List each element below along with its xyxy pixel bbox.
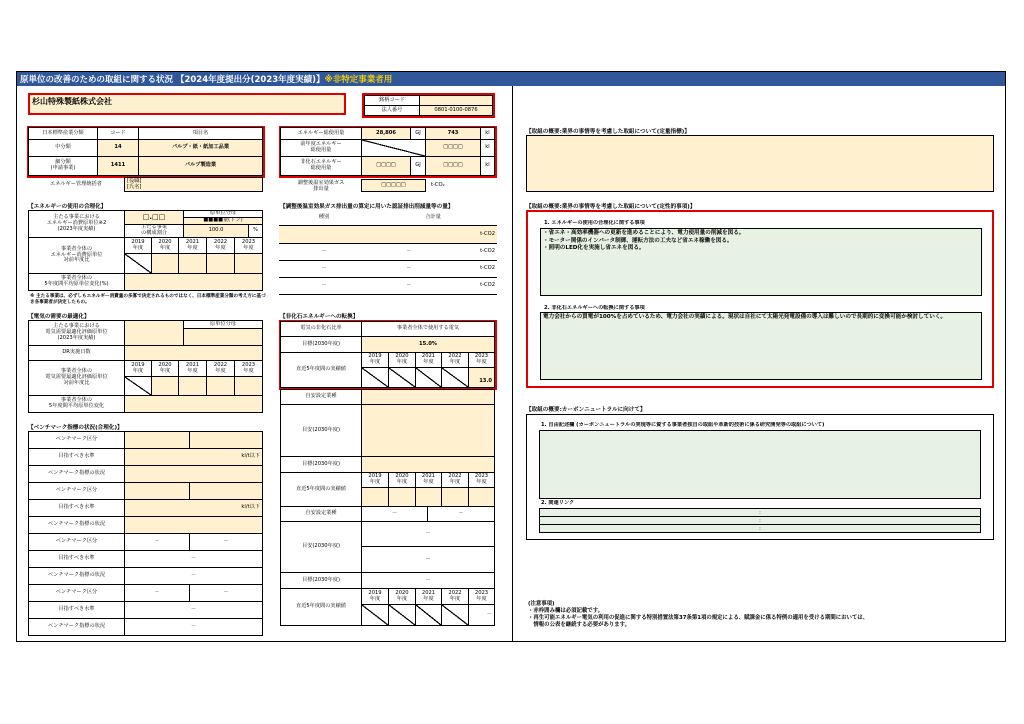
rationalization-heading: 【エネルギーの使用の合理化】	[28, 204, 107, 210]
ghg-row-unit: t-CO2	[480, 231, 495, 238]
notes	[528, 601, 998, 629]
industry-table	[27, 126, 265, 192]
electricity-heading: 【電気の需要の最適化】	[28, 314, 90, 320]
elec-main-label: 主たる事業における 電気需要最適化評価原単位 (2023年度実績)	[28, 320, 125, 346]
ratio-2022-value	[206, 253, 235, 274]
denominator-value: ■■■■量(トン)	[183, 217, 263, 225]
elec-year-2020: 2020 年度	[151, 360, 179, 377]
nonfossil-heading: 【非化石エネルギーへの転換】	[280, 314, 359, 320]
small-class-label: 細分類 (申請事業)	[28, 156, 98, 176]
ratio-year-2019: 2019 年度	[124, 237, 152, 254]
industry-class-header: 日本標準産業分類	[28, 127, 98, 140]
benchmark-category-value: －	[124, 533, 190, 551]
q2-title: 2. 非化石エネルギーへの転換に関する事項	[544, 305, 645, 312]
small-class-name: パルプ製造業	[138, 156, 263, 176]
s2-2019-disabled	[361, 604, 389, 626]
ghg-row-unit: t-CO2	[449, 261, 497, 278]
nf-year-2022: 2022 年度	[441, 352, 469, 368]
qual-heading: 【取組の概要:業界の事情等を考慮した取組について(定性的事項)】	[526, 204, 696, 210]
share-unit: %	[248, 224, 263, 238]
q1-text	[540, 228, 982, 296]
own-industry-value-2: －	[427, 506, 495, 522]
q1-title: 1. エネルギーの使用の合理化に関する事項	[544, 220, 645, 227]
cn2-title: 2. 関連リンク	[541, 500, 575, 507]
code-box	[362, 93, 495, 118]
link-separator: :	[759, 517, 761, 524]
s1-year-2020: 2020 年度	[388, 472, 416, 488]
recent-actual-label: 直近5年度間の実績値	[280, 472, 362, 507]
q1-line: ・照明のLED化を実施し省エネを図る。	[543, 245, 645, 252]
own-industry-label: 自安設定業種	[280, 389, 362, 405]
nf-2023-value: 13.0	[468, 367, 495, 388]
benchmark-category-value-2: －	[189, 533, 263, 551]
nonfossil-target-value: 15.0%	[361, 336, 495, 353]
benchmark-category-value	[124, 431, 190, 449]
elec-ratio-2023	[234, 376, 263, 396]
ratio-year-2023: 2023 年度	[234, 237, 263, 254]
share-value: 100.0	[183, 224, 249, 238]
note-line: ・再生可能エネルギー電気の利用の促進に関する特別措置法第37条第1項の規定による、賦課金に係る特例の適用を受ける期間においては、	[528, 615, 869, 622]
nf-year-2020: 2020 年度	[388, 352, 416, 368]
own-industry-label: 自安設定業種	[280, 506, 362, 522]
nf-2019-disabled	[361, 367, 389, 388]
elec-year-2021: 2021 年度	[178, 360, 207, 377]
dr-days-label: DR実施日数	[28, 345, 125, 361]
s2-year-2021: 2021 年度	[415, 588, 442, 605]
goal-2030-label: 目標(2030年度)	[280, 572, 362, 589]
main-intensity-value: □.□□	[124, 210, 184, 225]
own-industry-value	[361, 389, 495, 405]
benchmark-status-label: ベンチマーク指標の状況	[28, 465, 125, 483]
rationalization-note: ※ 主たる事業は、必ずしもエネルギー消費量の多寡で決定されるものではなく、日本標準産業分類の考え方に基づき各事業者が決定したもの。	[30, 294, 266, 305]
energy-total-kl: 743	[425, 127, 481, 140]
electricity-table	[27, 320, 265, 414]
benchmark-category-label: ベンチマーク区分	[28, 533, 125, 551]
s1-2021-value	[415, 487, 442, 507]
benchmark-status-value: －	[124, 618, 263, 636]
prev-energy-unit: kl	[480, 139, 495, 157]
benchmark-status-label: ベンチマーク指標の状況	[28, 618, 125, 636]
ghg-type-header: 種別	[279, 210, 369, 226]
energy-unit-gj: GJ	[410, 127, 426, 140]
dr-days-value	[124, 345, 263, 361]
ratio-year-2020: 2020 年度	[151, 237, 179, 254]
nonfossil-ratio-header: 電気の非化石比率	[280, 321, 362, 337]
ratio-label: 事業者全体の エネルギー消費原単位 対前年度比	[28, 237, 125, 274]
denominator-label: 原単位分母	[183, 210, 263, 218]
energy-total-gj: 28,806	[361, 127, 411, 140]
elec-year-2022: 2022 年度	[206, 360, 235, 377]
recent-actual-label: 直近5年度間の実績値	[280, 588, 362, 626]
benchmark-target-label: 目指すべき水準	[28, 601, 125, 619]
elec-year-2019: 2019 年度	[124, 360, 152, 377]
ratio-year-2022: 2022 年度	[206, 237, 235, 254]
guide-2030-label: 目安(2030年度)	[280, 521, 362, 573]
s2-year-2019: 2019 年度	[361, 588, 389, 605]
ratio-2020-value	[151, 253, 179, 274]
s1-2023-value	[468, 487, 495, 507]
manager-label: エネルギー管理統括者	[50, 181, 102, 188]
goal-2030-value: －	[361, 572, 495, 589]
elec-avg-value	[124, 395, 263, 413]
ghg-label: 調整後温室効果ガス 排出量	[297, 180, 345, 192]
q2-text: 電力会社からの買電が100%を占めているため、電力会社の実績による。現状は自社にて太陽光発電設備の導入は難しいので長期的に変換可能か検討していく。	[540, 312, 982, 380]
small-class-code: 1411	[97, 156, 139, 176]
s2-2022-disabled	[441, 604, 469, 626]
ratio-2019-disabled	[124, 253, 152, 274]
nonfossil-unit-kl: kl	[480, 156, 495, 176]
elec-ratio-label: 事業者全体の 電気需要最適化評価原単位 対前年度比	[28, 360, 125, 396]
prev-energy-label: 前年度エネルギー 総使用量	[280, 139, 362, 157]
nf-year-2023: 2023 年度	[468, 352, 495, 368]
benchmark-category-value	[124, 482, 190, 500]
ghg-row-type: －	[279, 244, 369, 261]
cn-box	[526, 414, 994, 540]
benchmark-target-label: 目指すべき水準	[28, 448, 125, 466]
quant-box	[526, 135, 994, 192]
s1-2020-value	[388, 487, 416, 507]
nonfossil-actual-label: 直近5年度間の実績値	[280, 352, 362, 388]
benchmark-status-label: ベンチマーク指標の状況	[28, 567, 125, 585]
share-label: 主たる事業 の構成割合	[124, 224, 184, 238]
nf-2021-disabled	[415, 367, 442, 388]
elec-denominator-value	[183, 328, 263, 346]
elec-year-2023: 2023 年度	[234, 360, 263, 377]
prev-energy-gj-disabled	[361, 139, 426, 157]
goal-2030-label: 目標(2030年度)	[280, 456, 362, 473]
nf-2020-disabled	[388, 367, 416, 388]
title-suffix: ※非特定事業者用	[324, 75, 393, 85]
industry-name-header: 項目名	[138, 127, 263, 140]
nf-year-2021: 2021 年度	[415, 352, 442, 368]
cn1-text	[539, 430, 981, 499]
s1-2022-value	[441, 487, 469, 507]
s2-year-2022: 2022 年度	[441, 588, 469, 605]
benchmark-target-value: kl/t以下	[124, 499, 263, 517]
ratio-2023-value	[234, 253, 263, 274]
corp-label: 法人番号	[364, 105, 420, 116]
benchmark-category-value-2	[189, 431, 263, 449]
benchmark-target-label: 目指すべき水準	[28, 550, 125, 568]
s2-2020-disabled	[388, 604, 416, 626]
ghg-row-type: －	[279, 261, 369, 278]
s1-year-2021: 2021 年度	[415, 472, 442, 488]
energy-unit-kl: kl	[480, 127, 495, 140]
benchmark-category-value-2	[189, 482, 263, 500]
benchmark-category-label: ベンチマーク区分	[28, 482, 125, 500]
benchmark-category-value: －	[124, 584, 190, 602]
nonfossil-unit-gj: GJ	[410, 156, 426, 176]
guide-2030-dash: －	[425, 555, 431, 562]
ghg-row-unit: t-CO2	[449, 244, 497, 261]
nonfossil-energy-label: 非化石エネルギー 総使用量	[280, 156, 362, 176]
manager-value: [役職] [氏名]	[124, 177, 263, 192]
s1-year-2022: 2022 年度	[441, 472, 469, 488]
benchmark-status-value	[124, 465, 263, 483]
nonfossil-energy-gj: □□□□	[361, 156, 411, 176]
benchmark-status-value: －	[124, 567, 263, 585]
link-separator: :	[759, 525, 761, 532]
s1-year-2023: 2023 年度	[468, 472, 495, 488]
elec-ratio-2020	[151, 376, 179, 396]
nf-2022-disabled	[441, 367, 469, 388]
elec-ratio-2021	[178, 376, 207, 396]
s2-2023-value: －	[468, 604, 495, 626]
own-industry-value: －	[361, 506, 428, 522]
avg-intensity-label: 事業者全体の 5年度間平均原単位変化(%)	[28, 273, 125, 291]
industry-code-header: コード	[97, 127, 139, 140]
notes-title: (注意事項)	[528, 601, 555, 607]
benchmark-target-value: kl/t以下	[124, 448, 263, 466]
benchmark-category-label: ベンチマーク区分	[28, 431, 125, 449]
ghg-row-unit: t-CO2	[449, 278, 497, 295]
code-label: 銘柄コード	[364, 95, 420, 106]
energy-totals	[279, 126, 497, 196]
ratio-year-2021: 2021 年度	[178, 237, 207, 254]
cn-heading: 【取組の概要:カーボンニュートラルに向けて】	[526, 407, 646, 413]
benchmark-category-label: ベンチマーク区分	[28, 584, 125, 602]
s2-year-2023: 2023 年度	[468, 588, 495, 605]
nf-year-2019: 2019 年度	[361, 352, 389, 368]
benchmark-table	[27, 431, 265, 635]
column-divider	[512, 86, 513, 642]
ghg-table	[279, 210, 497, 296]
ghg-heading: 【調整後温室効果ガス排出量の算定に用いた認証排出削減量等の量】	[280, 204, 454, 210]
benchmark-target-value: －	[124, 601, 263, 619]
note-line: 情報の公表を継続する必要があります。	[528, 622, 630, 629]
prev-energy-kl: □□□□	[425, 139, 481, 157]
ghg-unit: t-CO₂	[431, 181, 445, 188]
nonfossil-elec-header: 事業者全体で使用する電気	[361, 321, 495, 337]
energy-total-label: エネルギー総使用量	[280, 127, 362, 140]
elec-avg-label: 事業者全体の 5年度間平均原単位変化	[28, 395, 125, 413]
guide-2030-dash: －	[362, 522, 494, 547]
ghg-row-value: －	[369, 278, 449, 295]
link-separator: :	[759, 509, 761, 516]
ghg-row-value: －	[369, 261, 449, 278]
elec-main-value	[124, 320, 184, 346]
benchmark-heading: 【ベンチマーク指標の状況(合理化)】	[28, 425, 123, 431]
ratio-2021-value	[178, 253, 207, 274]
mid-class-name: パルプ・紙・紙加工品業	[138, 139, 263, 157]
benchmark-target-label: 目指すべき水準	[28, 499, 125, 517]
elec-ratio-2019-disabled	[124, 376, 152, 396]
nonfossil-target-label: 目標(2030年度)	[280, 336, 362, 353]
quant-heading: 【取組の概要:業界の事情等を考慮した取組について(定量指標)】	[526, 129, 690, 135]
s2-year-2020: 2020 年度	[388, 588, 416, 605]
q1-line: ・モーター関係のインバータ制御、運転方法の工夫など省エネ稼働を図る。	[543, 237, 733, 244]
mid-class-label: 中分類	[28, 139, 98, 157]
company-name: 杉山特殊製紙株式会社	[28, 93, 346, 115]
ghg-row-value: －	[369, 244, 449, 261]
mid-class-code: 14	[97, 139, 139, 157]
s1-2019-value	[361, 487, 389, 507]
benchmark-category-value-2: －	[189, 584, 263, 602]
s2-2021-disabled	[415, 604, 442, 626]
goal-2030-value	[361, 456, 495, 473]
q1-line: ・省エネ・高効率機器への更新を進めることにより、電力使用量の削減を図る。	[543, 230, 745, 236]
guide-2030-label: 目安(2030年度)	[280, 404, 362, 457]
guide-2030-value	[361, 521, 495, 573]
s1-year-2019: 2019 年度	[361, 472, 389, 488]
link-row-3[interactable]	[539, 524, 981, 533]
corp-number: 0801-0100-0876	[419, 105, 493, 116]
page-title: 原単位の改善のための取組に関する状況 【2024年度提出分(2023年度実績)】	[20, 75, 325, 85]
cn1-title: 1. 自由記述欄 (カーボンニュートラルの実現等に資する事業者独自の取組や革新的技術に係る研究開発等の取組について)	[541, 422, 825, 429]
benchmark-status-label: ベンチマーク指標の状況	[28, 516, 125, 534]
benchmark-target-value: －	[124, 550, 263, 568]
ghg-row-type: －	[279, 278, 369, 295]
rationalization-table	[27, 210, 265, 296]
title-bar	[17, 72, 1005, 86]
nonfossil-energy-kl: □□□□	[425, 156, 481, 176]
benchmark-status-value	[124, 516, 263, 534]
ghg-value: □□□□□	[361, 179, 426, 192]
elec-denominator-label: 原単位分母	[183, 320, 263, 329]
guide-2030-value	[361, 404, 495, 457]
qual-box	[526, 210, 994, 388]
avg-intensity-value	[124, 273, 263, 291]
elec-ratio-2022	[206, 376, 235, 396]
nonfossil-table	[279, 320, 497, 636]
ghg-total-header: 合計量	[369, 210, 497, 226]
note-line: ・赤枠囲み欄は必須記載です。	[528, 608, 604, 615]
main-intensity-label: 主たる事業における エネルギー消費原単位※2 (2023年度実績)	[28, 210, 125, 238]
